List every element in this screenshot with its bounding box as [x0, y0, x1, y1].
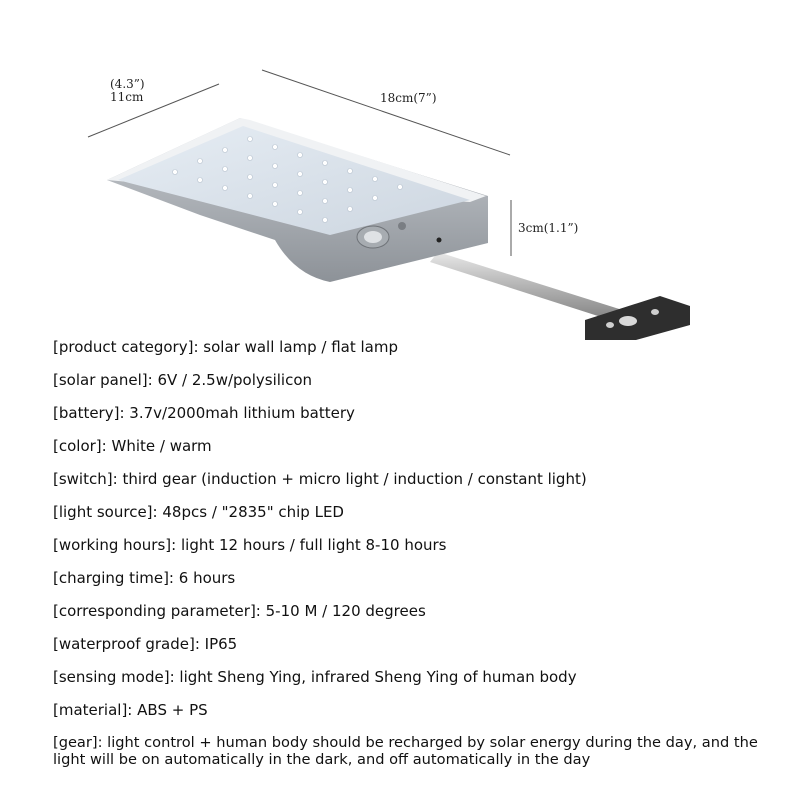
pir-sensor-lens — [364, 231, 382, 243]
spec-key: [switch]: — [53, 470, 118, 488]
spec-value: light Sheng Ying, infrared Sheng Ying of human body — [179, 668, 577, 686]
spec-value: 5-10 M / 120 degrees — [265, 602, 426, 620]
product-figure — [0, 0, 800, 340]
spec-solar-panel — [53, 371, 793, 404]
spec-charging-time — [53, 569, 793, 602]
spec-value: ABS + PS — [137, 701, 208, 719]
spec-value: 48pcs / "2835" chip LED — [162, 503, 344, 521]
spec-value: 6 hours — [178, 569, 236, 587]
spec-switch — [53, 470, 793, 503]
spec-material — [53, 701, 793, 734]
spec-value: light 12 hours / full light 8-10 hours — [180, 536, 447, 554]
spec-key: [working hours]: — [53, 536, 177, 554]
spec-waterproof-grade — [53, 635, 793, 668]
light-sensor — [398, 222, 406, 230]
length-label: 18cm(7”) — [380, 91, 437, 105]
mounting-bracket — [585, 296, 690, 340]
width-cm-label: 11cm — [110, 90, 144, 104]
spec-key: [waterproof grade]: — [53, 635, 200, 653]
spec-key: [charging time]: — [53, 569, 174, 587]
spec-key: [gear]: — [53, 734, 103, 751]
spec-key: [battery]: — [53, 404, 125, 422]
spec-product-category — [53, 338, 793, 371]
spec-value: White / warm — [111, 437, 212, 455]
switch-button — [437, 238, 442, 243]
rod-end-cap — [619, 316, 637, 326]
mounting-rod — [430, 252, 632, 325]
spec-key: [sensing mode]: — [53, 668, 175, 686]
spec-key: [light source]: — [53, 503, 158, 521]
spec-color — [53, 437, 793, 470]
spec-corresponding-parameter — [53, 602, 793, 635]
spec-key: [solar panel]: — [53, 371, 153, 389]
spec-key: [color]: — [53, 437, 107, 455]
spec-value: third gear (induction + micro light / induction / constant light) — [122, 470, 587, 488]
spec-value: 3.7v/2000mah lithium battery — [129, 404, 355, 422]
spec-value: solar wall lamp / flat lamp — [203, 338, 399, 356]
bracket-screw-hole — [606, 322, 614, 328]
spec-sensing-mode — [53, 668, 793, 701]
height-label: 3cm(1.1”) — [518, 221, 579, 235]
spec-list — [53, 338, 793, 768]
spec-key: [corresponding parameter]: — [53, 602, 261, 620]
width-inch-label: (4.3”) — [110, 77, 145, 91]
spec-key: [product category]: — [53, 338, 199, 356]
spec-light-source — [53, 503, 793, 536]
width-label — [110, 78, 145, 104]
solar-lamp-illustration — [0, 0, 800, 340]
bracket-screw-hole — [651, 309, 659, 315]
spec-gear — [53, 734, 793, 768]
spec-battery — [53, 404, 793, 437]
width-dimension-line — [88, 84, 219, 137]
spec-value: light control + human body should be recharged by solar energy during the day, and the light will be on automatically in the dark, and off automatically in the day — [53, 734, 758, 768]
spec-value: 6V / 2.5w/polysilicon — [157, 371, 313, 389]
spec-value: IP65 — [204, 635, 238, 653]
spec-working-hours — [53, 536, 793, 569]
spec-key: [material]: — [53, 701, 133, 719]
